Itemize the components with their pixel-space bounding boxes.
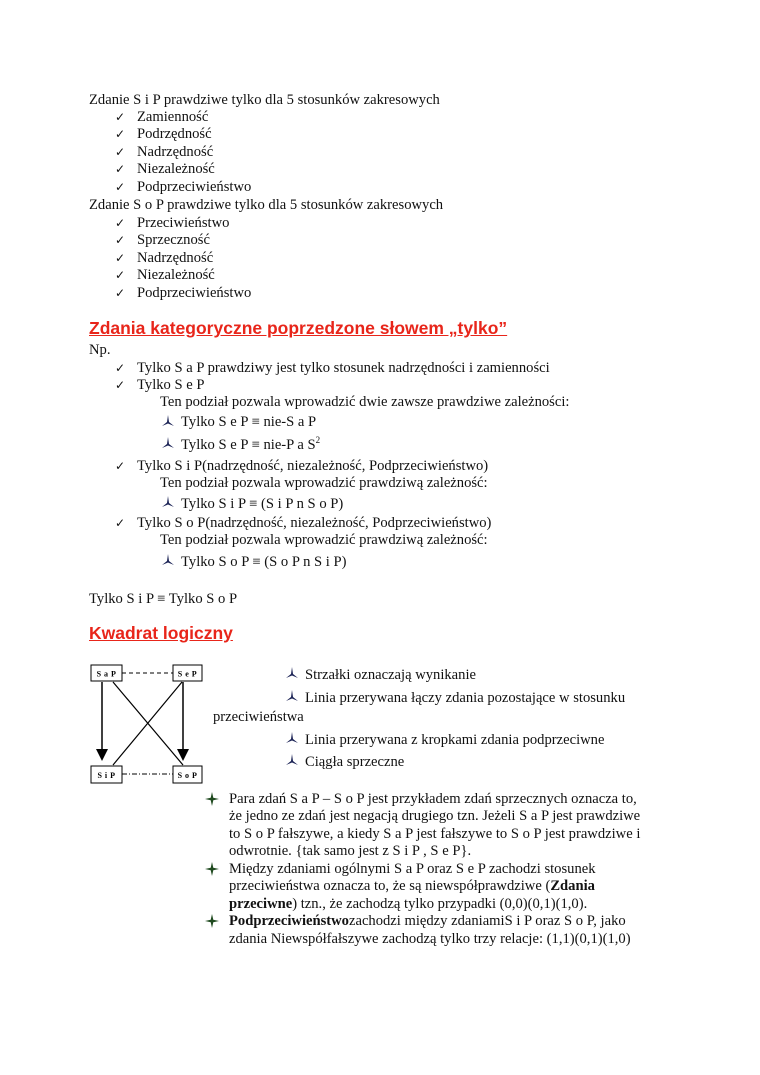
legend-item: Linia przerywana łączy zdania pozostające w stosunku (305, 690, 626, 706)
list-item: Tylko S i P(nadrzędność, niezależność, Podprzeciwieństwo) (137, 458, 489, 474)
section-heading-kwadrat: Kwadrat logiczny (89, 623, 233, 643)
check-icon: ✓ (115, 378, 126, 392)
triangle-bullet-icon (285, 753, 299, 767)
paragraph-line: Para zdań S a P – S o P jest przykładem zdań sprzecznych oznacza to, (229, 791, 637, 807)
example-label: Np. (89, 342, 111, 358)
star-bullet-icon (205, 792, 219, 806)
note: Ten podział pozwala wprowadzić dwie zawsze prawdziwe zależności: (160, 394, 570, 410)
triangle-bullet-icon (285, 731, 299, 745)
check-icon: ✓ (115, 286, 126, 300)
triangle-bullet-icon (161, 436, 175, 450)
paragraph-text: ) tzn., że zachodzą tylko przypadki (0,0)(0,1)(1,0). (292, 896, 588, 912)
paragraph-text: zachodzi między zdaniamiS i P oraz S o P, jako (348, 913, 626, 929)
list-item: Podprzeciwieństwo (137, 285, 252, 301)
list-item: Tylko S a P prawdziwy jest tylko stosunek nadrzędności i zamienności (137, 360, 550, 376)
triangle-bullet-icon (161, 495, 175, 509)
paragraph-line: zdania Niewspółfałszywe zachodzą tylko trzy relacje: (1,1)(0,1)(1,0) (229, 931, 631, 947)
triangle-bullet-icon (161, 414, 175, 428)
check-icon: ✓ (115, 110, 126, 124)
logical-square-diagram (80, 655, 220, 785)
star-bullet-icon (205, 914, 219, 928)
note: Ten podział pozwala wprowadzić prawdziwą zależność: (160, 475, 488, 491)
list-item: Tylko S e P (137, 377, 205, 393)
sub-item: Tylko S o P ≡ (S o P n S i P) (181, 554, 347, 570)
sub-item: Tylko S e P ≡ nie-S a P (181, 414, 317, 430)
list-item: Tylko S o P(nadrzędność, niezależność, Podprzeciwieństwo) (137, 515, 492, 531)
list-item: Podrzędność (137, 126, 212, 142)
paragraph-line (229, 878, 595, 895)
bold-term: Podprzeciwieństwo (229, 913, 349, 929)
paragraph-line: Między zdaniami ogólnymi S a P oraz S e P zachodzi stosunek (229, 861, 596, 877)
check-icon: ✓ (115, 233, 126, 247)
list-item: Przeciwieństwo (137, 215, 230, 231)
legend-item: Strzałki oznaczają wynikanie (305, 667, 476, 683)
check-icon: ✓ (115, 145, 126, 159)
paragraph-line (229, 896, 587, 913)
star-bullet-icon (205, 862, 219, 876)
check-icon: ✓ (115, 268, 126, 282)
legend-item: Linia przerywana z kropkami zdania podprzeciwne (305, 732, 605, 748)
sub-item: Tylko S i P ≡ (S i P n S o P) (181, 496, 344, 512)
paragraph-line (229, 913, 626, 930)
list-item: Niezależność (137, 161, 215, 177)
paragraph-line: odwrotnie. {tak samo jest z S i P , S e P}. (229, 843, 472, 859)
legend-item: Ciągła sprzeczne (305, 754, 405, 770)
footnote-ref: 2 (315, 435, 321, 445)
list-item: Podprzeciwieństwo (137, 179, 252, 195)
node-sip-label: S i P (97, 771, 116, 780)
sub-item-text: Tylko S e P ≡ nie-P a S (181, 437, 316, 453)
bold-term: Zdania (550, 878, 595, 894)
section-heading-tylko: Zdania kategoryczne poprzedzone słowem „tylko” (89, 318, 508, 338)
check-icon: ✓ (115, 127, 126, 141)
paragraph-line: że jedno ze zdań jest negacją drugiego tzn. Jeżeli S a P jest prawdziwe (229, 808, 641, 824)
legend-item-continuation: przeciwieństwa (213, 709, 304, 725)
equivalence-statement: Tylko S i P ≡ Tylko S o P (89, 591, 238, 607)
list-item: Nadrzędność (137, 144, 214, 160)
bold-term: przeciwne (229, 896, 293, 912)
paragraph-text: przeciwieństwa oznacza to, że są niewspółprawdziwe ( (229, 878, 551, 894)
intro-sip: Zdanie S i P prawdziwe tylko dla 5 stosunków zakresowych (89, 92, 440, 108)
list-item: Zamienność (137, 109, 209, 125)
check-icon: ✓ (115, 216, 126, 230)
check-icon: ✓ (115, 251, 126, 265)
paragraph-line: to S o P fałszywe, a kiedy S a P jest fałszywe to S o P jest prawdziwe i (229, 826, 641, 842)
list-item: Sprzeczność (137, 232, 210, 248)
intro-sop: Zdanie S o P prawdziwe tylko dla 5 stosunków zakresowych (89, 197, 444, 213)
sub-item (181, 437, 320, 454)
triangle-bullet-icon (285, 689, 299, 703)
triangle-bullet-icon (161, 553, 175, 567)
triangle-bullet-icon (285, 666, 299, 680)
list-item: Niezależność (137, 267, 215, 283)
check-icon: ✓ (115, 459, 126, 473)
note: Ten podział pozwala wprowadzić prawdziwą zależność: (160, 532, 488, 548)
check-icon: ✓ (115, 180, 126, 194)
node-sap-label: S a P (96, 669, 117, 679)
node-sep-label: S e P (177, 669, 198, 679)
check-icon: ✓ (115, 516, 126, 530)
check-icon: ✓ (115, 162, 126, 176)
node-sop-label: S o P (177, 771, 198, 780)
list-item: Nadrzędność (137, 250, 214, 266)
check-icon: ✓ (115, 361, 126, 375)
